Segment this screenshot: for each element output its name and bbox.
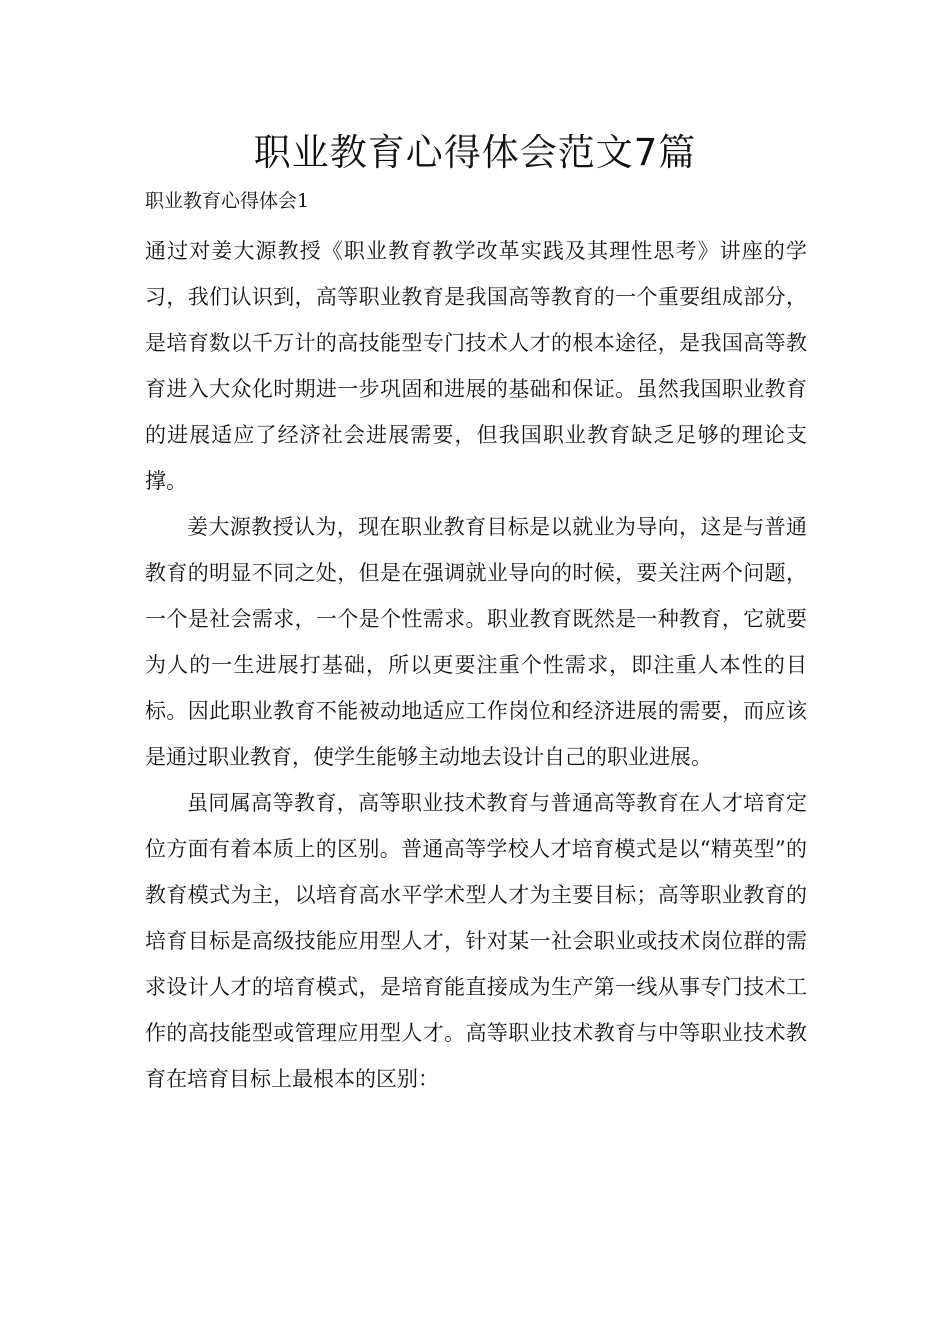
document-body [145, 228, 807, 1102]
document-title: 职业教育心得体会范文7篇 [253, 131, 697, 174]
paragraph-3: 虽同属高等教育，高等职业技术教育与普通高等教育在人才培育定位方面有着本质上的区别。普通高等学校人才培育模式是以“精英型”的教育模式为主，以培育高水平学术型人才为主要目标；高等职业教育的培育目标是高级技能应用型人才，针对某一社会职业或技术岗位群的需求设计人才的培育模式，是培育能直接成为生产第一线从事专门技术工作的高技能型或管理应用型人才。高等职业技术教育与中等职业技术教育在培育目标上最根本的区别： [145, 791, 807, 1091]
section-heading: 职业教育心得体会1 [145, 190, 310, 212]
paragraph-2: 姜大源教授认为，现在职业教育目标是以就业为导向，这是与普通教育的明显不同之处，但是在强调就业导向的时候，要关注两个问题，一个是社会需求，一个是个性需求。职业教育既然是一种教育，它就要为人的一生进展打基础，所以更要注重个性需求，即注重人本性的目标。因此职业教育不能被动地适应工作岗位和经济进展的需要，而应该是通过职业教育，使学生能够主动地去设计自己的职业进展。 [145, 515, 807, 769]
paragraph-1: 通过对姜大源教授《职业教育教学改革实践及其理性思考》讲座的学习，我们认识到，高等职业教育是我国高等教育的一个重要组成部分，是培育数以千万计的高技能型专门技术人才的根本途径，是我国高等教育进入大众化时期进一步巩固和进展的基础和保证。虽然我国职业教育的进展适应了经济社会进展需要，但我国职业教育缺乏足够的理论支撑。 [145, 239, 807, 493]
